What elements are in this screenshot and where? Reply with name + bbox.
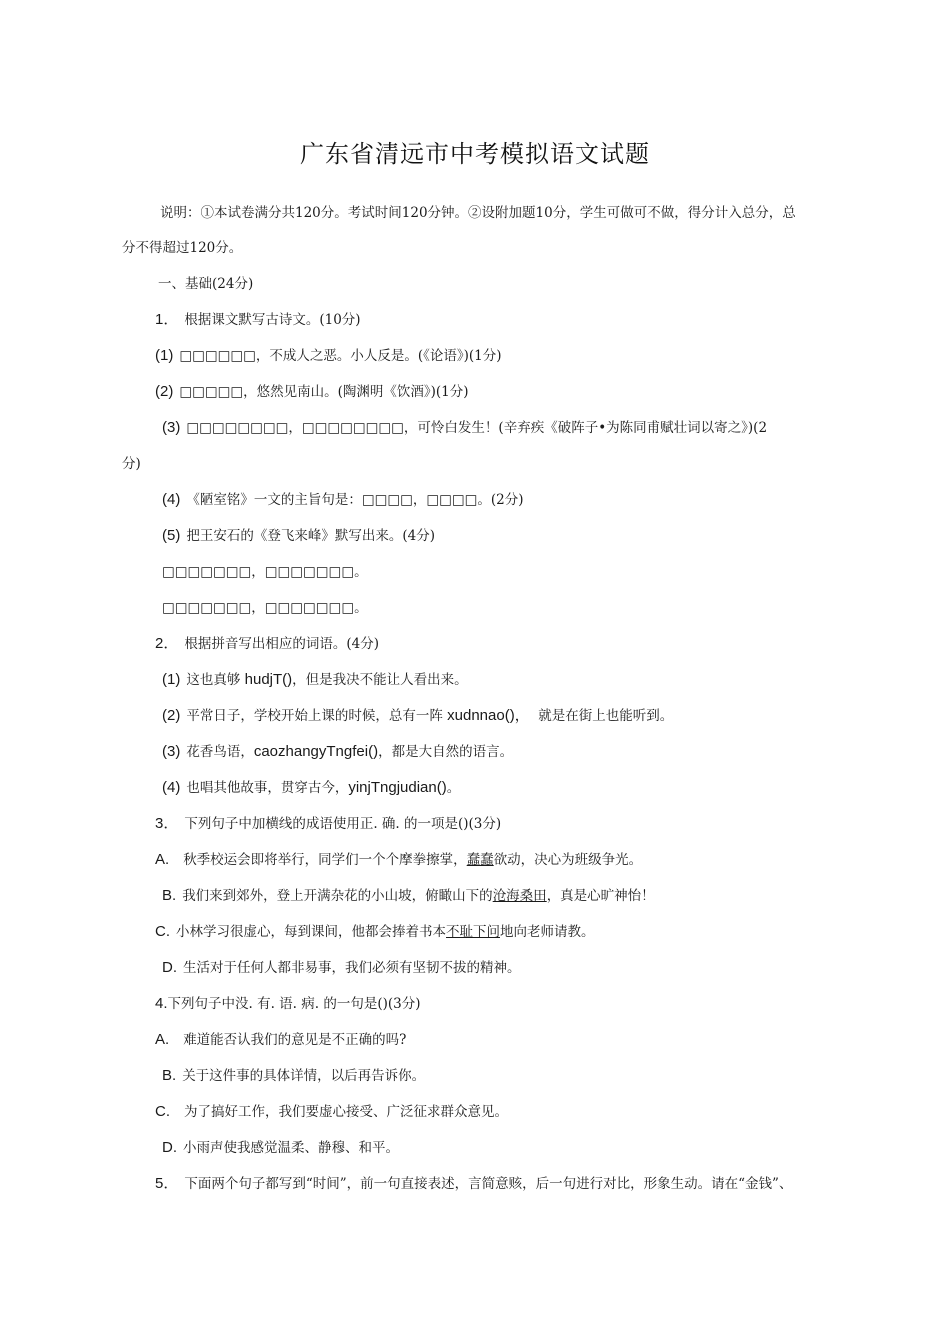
question-2 <box>155 634 379 654</box>
question-text: 根据课文默写古诗文。(10分) <box>184 312 361 328</box>
pinyin: caozhangyTngfei() <box>253 743 379 760</box>
item-text: 也唱其他故事，贯穿古今， <box>186 780 349 796</box>
pinyin: yinjTngjudian() <box>348 779 447 796</box>
q3-option-b <box>162 886 655 906</box>
question-text: 根据拼音写出相应的词语。(4分) <box>184 636 379 652</box>
item-text: 《陋室铭》一文的主旨句是：□□□□，□□□□。(2分) <box>186 492 524 508</box>
q2-item <box>162 778 460 798</box>
q4-option-a <box>155 1030 406 1050</box>
item-text: 平常日子，学校开始上课的时候，总有一阵 <box>186 708 443 724</box>
question-number: 4. <box>155 995 168 1012</box>
underlined-idiom: 不耻下问 <box>446 924 500 940</box>
question-number: 3． <box>155 815 179 832</box>
pinyin: xudnnao()， <box>447 707 530 724</box>
underlined-idiom: 蠢蠢 <box>466 852 494 868</box>
intro-line-1: 说明：①本试卷满分共120分。考试时间120分钟。②设附加题10分，学生可做可不做，得分计入总分，总 <box>160 205 796 221</box>
option-text: 秋季校运会即将举行，同学们一个个摩拳擦掌， <box>183 852 467 868</box>
option-text: 地向老师请教。 <box>500 924 595 940</box>
section-heading: 一、基础(24分) <box>158 276 254 292</box>
question-text: 下列句子中加横线的成语使用正. 确. 的一项是()(3分) <box>184 816 502 832</box>
option-label: C. <box>155 1103 170 1120</box>
q4-option-d <box>162 1138 399 1158</box>
q1-item-continuation: 分) <box>122 456 141 472</box>
question-text: 下面两个句子都写到“时间”，前一句直接表述，言简意赅，后一句进行对比，形象生动。请在“金钱”、 <box>184 1176 793 1192</box>
item-text: 。 <box>446 780 461 796</box>
poem-line: □□□□□□□，□□□□□□□。 <box>162 600 368 616</box>
option-text: ，真是心旷神怡！ <box>546 888 655 904</box>
option-text: 小林学习很虚心，每到课间，他都会捧着书本 <box>176 924 446 940</box>
q2-item <box>162 670 468 690</box>
q2-item <box>162 742 513 762</box>
item-text: □□□□□，悠然见南山。(陶渊明《饮酒》)(1分) <box>179 384 469 400</box>
item-text: □□□□□□□□，□□□□□□□□，可怜白发生！(辛弃疾《破阵子•为陈同甫赋壮词以寄之》)(2 <box>186 420 768 436</box>
q1-item <box>162 490 524 510</box>
item-number: (3) <box>162 419 181 436</box>
question-4 <box>155 994 421 1014</box>
option-text: 我们来到郊外，登上开满杂花的小山坡，俯瞰山下的 <box>182 888 493 904</box>
question-text: 下列句子中没. 有. 语. 病. 的一句是()(3分) <box>167 996 421 1012</box>
option-text: 难道能否认我们的意见是不正确的吗? <box>183 1032 407 1048</box>
underlined-idiom: 沧海桑田 <box>492 888 547 904</box>
item-text: 把王安石的《登飞来峰》默写出来。(4分) <box>186 528 435 544</box>
item-text: 就是在街上也能听到。 <box>538 708 674 724</box>
pinyin: hudjT() <box>244 671 293 688</box>
q2-item <box>162 706 673 726</box>
item-number: (1) <box>162 671 181 688</box>
item-text: ，但是我决不能让人看出来。 <box>292 672 468 688</box>
option-label: D. <box>162 959 177 976</box>
option-text: 小雨声使我感觉温柔、静穆、和平。 <box>183 1140 399 1156</box>
item-number: (4) <box>162 779 181 796</box>
question-number: 5． <box>155 1175 179 1192</box>
intro-line-2: 分不得超过120分。 <box>122 240 243 256</box>
option-label: A. <box>155 851 170 868</box>
item-text: 这也真够 <box>186 672 241 688</box>
q3-option-c <box>155 922 595 942</box>
option-text: 关于这件事的具体详情，以后再告诉你。 <box>182 1068 426 1084</box>
q1-item <box>162 418 767 438</box>
q1-item <box>155 382 469 402</box>
item-text: ，都是大自然的语言。 <box>378 744 514 760</box>
question-number: 2． <box>155 635 179 652</box>
question-number: 1． <box>155 311 179 328</box>
option-label: B. <box>162 1067 177 1084</box>
q1-item <box>162 526 435 546</box>
item-number: (2) <box>162 707 181 724</box>
option-label: A. <box>155 1031 170 1048</box>
question-1 <box>155 310 361 330</box>
question-3 <box>155 814 501 834</box>
q4-option-b <box>162 1066 425 1086</box>
item-number: (5) <box>162 527 181 544</box>
q4-option-c <box>155 1102 508 1122</box>
q3-option-a <box>155 850 642 870</box>
question-5 <box>155 1174 792 1194</box>
item-number: (4) <box>162 491 181 508</box>
item-number: (2) <box>155 383 174 400</box>
item-number: (3) <box>162 743 181 760</box>
option-label: B. <box>162 887 177 904</box>
option-label: D. <box>162 1139 177 1156</box>
item-text: □□□□□□，不成人之恶。小人反是。(《论语》)(1分) <box>179 348 502 364</box>
option-text: 为了搞好工作，我们要虚心接受、广泛征求群众意见。 <box>184 1104 508 1120</box>
option-text: 欲动，决心为班级争光。 <box>493 852 643 868</box>
item-text: 花香鸟语， <box>186 744 254 760</box>
poem-line: □□□□□□□，□□□□□□□。 <box>162 564 368 580</box>
document-title: 广东省清远市中考模拟语文试题 <box>300 140 650 168</box>
q3-option-d <box>162 958 521 978</box>
option-label: C. <box>155 923 170 940</box>
q1-item <box>155 346 502 366</box>
option-text: 生活对于任何人都非易事，我们必须有坚韧不拔的精神。 <box>183 960 521 976</box>
item-number: (1) <box>155 347 174 364</box>
